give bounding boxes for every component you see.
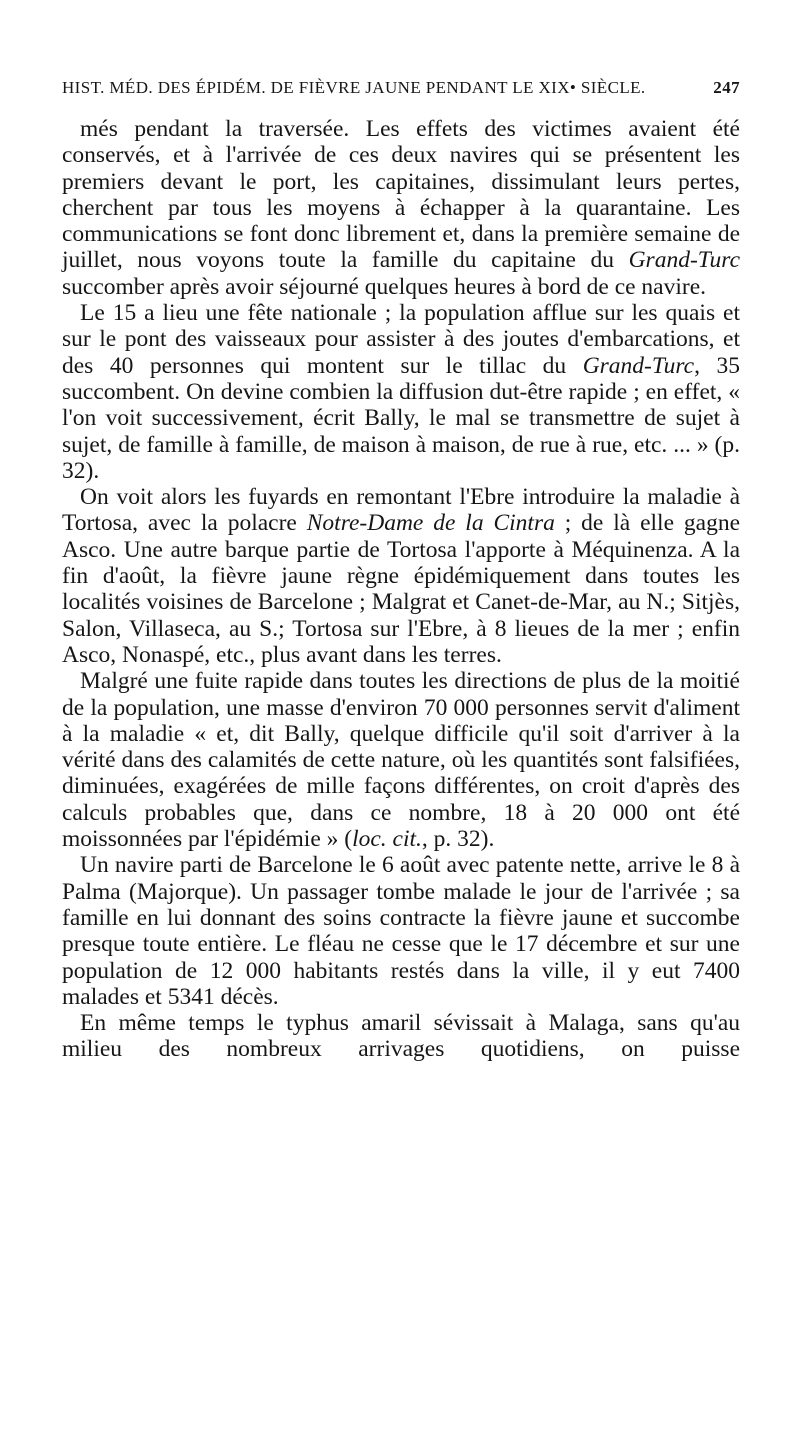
ship-name: Notre-Dame de la Cintra: [306, 510, 555, 537]
paragraph: [62, 300, 740, 484]
text-span: succomber après avoir séjourné quelques heures à bord de ce navire.: [62, 273, 707, 300]
running-header: [62, 78, 740, 108]
paragraph: [62, 116, 740, 300]
ship-name: Grand-Turc: [628, 247, 740, 274]
paragraph: [62, 668, 740, 852]
ship-name: Grand-Turc: [582, 352, 695, 379]
text-span: més pendant la traversée. Les effets des victimes avaient été conservés, et à l'arrivée de ces deux navires qui se présentent les premiers devant le port, les capitaines, dissimulant leurs pertes, cherchent par tous les moyens à échapper à la quarantaine. Les communications se font donc librement et, dans la première semaine de juillet, nous voyons toute la famille du capitaine du: [62, 116, 740, 274]
text-span: Le 15 a lieu une fête nationale ; la population afflue sur les quais et sur le pont des vaisseaux pour assister à des joutes d'embarcations, et des 40 personnes qui montent sur le tillac du: [62, 300, 740, 379]
text-span: , 35 succombent. On devine combien la diffusion dut-être rapide ; en effet, « l'on voit successivement, écrit Bally, le mal se transmettre de sujet à sujet, de famille à famille, de maison à maison, de rue à rue, etc. ... » (p. 32).: [62, 352, 741, 484]
page-number: 247: [713, 78, 740, 97]
body-text: [62, 116, 740, 1063]
paragraph: [62, 1010, 740, 1063]
text-span: On voit alors les fuyards en remontant l'Ebre introduire la maladie à Tortosa, avec la polacre: [62, 484, 740, 537]
text-span: Un navire parti de Barcelone le 6 août avec patente nette, arrive le 8 à Palma (Majorque). Un passager tombe malade le jour de l'arrivée ; sa famille en lui donnant des soins contracte la fièvre jaune et succombe presque toute entière. Le fléau ne cesse que le 17 décembre et sur une population de 12 000 habitants restés dans la ville, il y eut 7400 malades et 5341 décès.: [62, 852, 740, 1010]
text-span: , p. 32).: [421, 826, 495, 853]
text-span: Malgré une fuite rapide dans toutes les directions de plus de la moitié de la population, une masse d'environ 70 000 personnes servit d'aliment à la maladie « et, dit Bally, quelque difficile qu'il soit d'arriver à la vérité dans des calamités de cette nature, où les quantités sont falsifiées, diminuées, exagérées de mille façons différentes, on croit d'après des calculs probables que, dans ce nombre, 18 à 20 000 ont été moissonnées par l'épidémie » (: [62, 668, 740, 853]
paragraph: [62, 852, 740, 1010]
running-title: HIST. MÉD. DES ÉPIDÉM. DE FIÈVRE JAUNE PENDANT LE XIX• SIÈCLE.: [62, 78, 646, 97]
text-span: ; de là elle gagne Asco. Une autre barque partie de Tortosa l'apporte à Méquinenza. A la fin d'août, la fièvre jaune règne épidémiquement dans toutes les localités voisines de Barcelone ; Malgrat et Canet-de-Mar, au N.; Sitjès, Salon, Villaseca, au S.; Tortosa sur l'Ebre, à 8 lieues de la mer ; enfin Asco, Nonaspé, etc., plus avant dans les terres.: [62, 510, 741, 668]
text-span: En même temps le typhus amaril sévissait à Malaga, sans qu'au milieu des nombreux arrivages quotidiens, on puisse: [62, 1010, 740, 1063]
citation: loc. cit.: [352, 826, 422, 853]
paragraph: [62, 484, 740, 668]
